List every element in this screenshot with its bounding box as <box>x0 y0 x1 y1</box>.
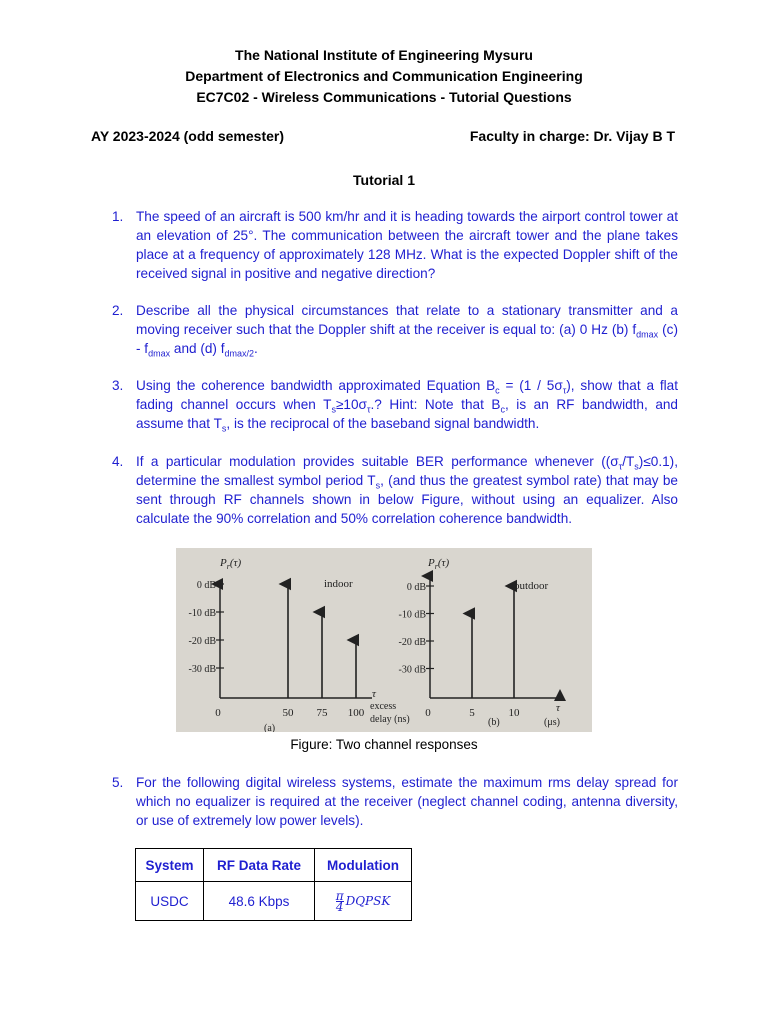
question-number: 3. <box>112 378 124 393</box>
question-number: 4. <box>112 454 124 469</box>
panel-a-xlabel-2: delay (ns) <box>370 714 410 725</box>
panel-a-label: (a) <box>264 723 276 732</box>
x-tick-label: 100 <box>347 707 365 719</box>
question-1 <box>112 207 678 283</box>
course-title: EC7C02 - Wireless Communications - Tutorial Questions <box>196 89 572 105</box>
y-tick-label: -10 dB <box>188 608 216 619</box>
cell-modulation: $\frac{\pi}{4}$ DQPSK <box>315 882 412 921</box>
question-3 <box>112 376 678 433</box>
question-text: Using the coherence bandwidth approximated Equation $B_c = (1 / 5\sigma_\tau)$, show that a flat fading channel occurs when $T_s\ge 10\sigma_\tau$.? Hint: Note that $B_c$, is an RF bandwidth, and assume that $T_s$, is the reciprocal of the baseband signal bandwidth. <box>136 378 678 434</box>
modulation-fraction: $\frac{\pi}{4}$ <box>335 888 344 914</box>
question-number: 5. <box>112 775 124 790</box>
header-rf-data-rate: RF Data Rate <box>204 849 315 882</box>
question-2 <box>112 301 678 358</box>
table-header-row <box>136 849 412 882</box>
panel-a-xlabel-1: excess <box>370 701 397 712</box>
table-row <box>136 882 412 921</box>
x-tick-label: 75 <box>316 707 328 719</box>
x-tick-label: 50 <box>282 707 294 719</box>
channel-response-figure <box>176 548 592 732</box>
y-tick-label: 0 dB <box>196 580 216 591</box>
x-tick-label: 5 <box>469 707 475 719</box>
cell-rf-data-rate: 48.6 Kbps <box>204 882 315 921</box>
question-text: For the following digital wireless systems, estimate the maximum rms delay spread for which no equalizer is required at the receiver (neglect channel coding, antenna diversity, or use of extremely low power levels). <box>136 775 678 828</box>
question-number: 1. <box>112 209 124 224</box>
faculty-in-charge: Faculty in charge: Dr. Vijay B T <box>469 128 675 144</box>
panel-a <box>189 557 410 732</box>
panel-b-label: (b) <box>488 717 500 728</box>
panel-a-ylabel: $P_r(\tau)$ <box>220 557 242 571</box>
figure-caption: Figure: Two channel responses <box>290 737 478 752</box>
panel-a-legend: indoor <box>324 578 353 590</box>
header-modulation: Modulation <box>315 849 412 882</box>
question-text: The speed of an aircraft is 500 km/hr and it is heading towards the airport control tower at an elevation of 25°. The communication between the aircraft tower and the plane takes place at a frequency of approximately 128 MHz. What is the expected Doppler shift of the received signal in positive and negative direction? <box>136 209 678 281</box>
y-tick-label: -30 dB <box>188 664 216 675</box>
x-tick-label: 10 <box>508 707 520 719</box>
x-tick-label: 0 <box>215 707 221 719</box>
question-5 <box>112 773 678 830</box>
academic-year: AY 2023-2024 (odd semester) <box>91 128 284 144</box>
institute-title: The National Institute of Engineering Mysuru <box>235 47 533 63</box>
y-tick-label: -10 dB <box>398 609 426 621</box>
y-tick-label: -20 dB <box>398 637 426 648</box>
panel-b-tau-label: τ <box>556 702 560 714</box>
x-tick-label: 0 <box>425 707 431 719</box>
question-4 <box>112 452 678 528</box>
question-number: 2. <box>112 303 124 318</box>
systems-table <box>135 848 412 921</box>
figure-svg <box>176 548 592 732</box>
y-tick-label: -20 dB <box>188 636 216 647</box>
y-tick-label: 0 dB <box>406 582 426 593</box>
question-text: If a particular modulation provides suitable BER performance whenever $((\sigma_\tau/T_s)\le 0.1)$, determine the smallest symbol period $T_s$, (and thus the greatest symbol rate) that may be sent through RF channels shown in below Figure, without using an equalizer. Also calculate the 90% correlation and 50% correlation coherence bandwidth. <box>136 454 678 526</box>
cell-system: USDC <box>136 882 204 921</box>
panel-b-unit: (μs) <box>544 717 560 728</box>
panel-b-ylabel: $P_r(\tau)$ <box>428 557 450 571</box>
panel-b-legend: outdoor <box>514 580 549 592</box>
panel-b <box>399 557 562 728</box>
header-system: System <box>136 849 204 882</box>
y-tick-label: -30 dB <box>398 664 426 676</box>
tutorial-title: Tutorial 1 <box>353 172 415 188</box>
panel-a-tau-label: τ <box>372 688 376 700</box>
department-title: Department of Electronics and Communication Engineering <box>185 68 583 84</box>
question-text: Describe all the physical circumstances that relate to a stationary transmitter and a moving receiver such that the Doppler shift at the receiver is equal to: (a) 0 Hz (b) $f_{dmax}$ $(c) - f_{dmax}$ and (d) $f_{dmax/2}$. <box>136 303 678 359</box>
